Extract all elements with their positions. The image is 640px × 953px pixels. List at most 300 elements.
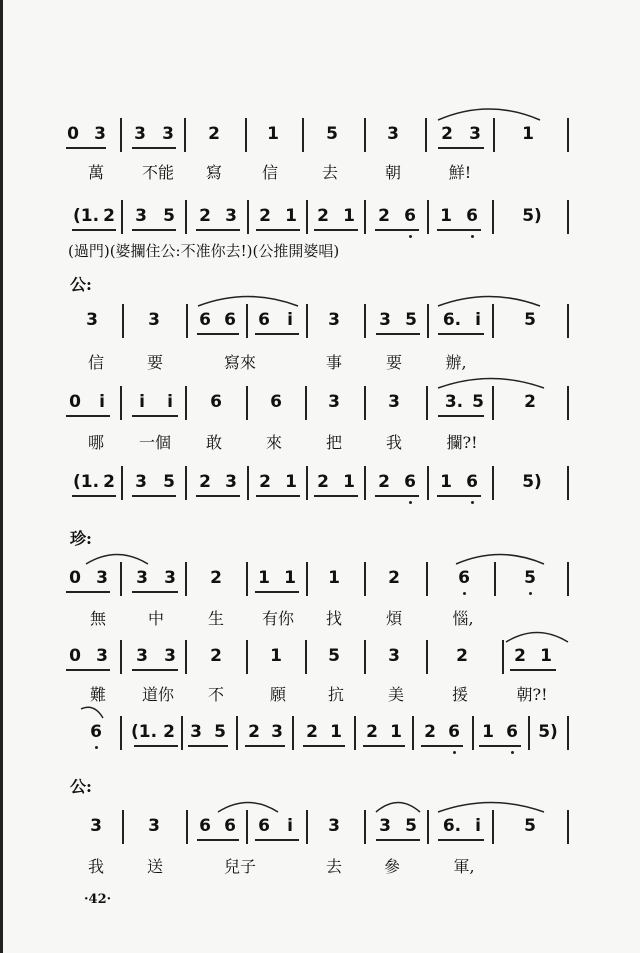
- barline: [247, 466, 249, 500]
- note: 5: [524, 310, 536, 330]
- barline: [246, 810, 248, 844]
- low-octave-dot: [511, 751, 514, 754]
- barline: [567, 386, 569, 420]
- barline: [427, 200, 429, 234]
- note: 1: [390, 722, 402, 742]
- underline: [375, 229, 419, 231]
- notation-line-8: [0, 716, 640, 750]
- page-number: ·42·: [84, 892, 112, 907]
- note: 3: [164, 646, 176, 666]
- note: (1.: [72, 472, 100, 492]
- lyric: 寫: [205, 163, 223, 182]
- low-octave-dot: [463, 592, 466, 595]
- barline: [306, 200, 308, 234]
- low-octave-dot: [453, 751, 456, 754]
- underline: [438, 147, 484, 149]
- note: 6: [210, 392, 222, 412]
- underline: [314, 495, 358, 497]
- barline: [567, 304, 569, 338]
- underline: [197, 839, 239, 841]
- barline: [567, 810, 569, 844]
- note: i: [139, 392, 145, 412]
- low-octave-dot: [471, 501, 474, 504]
- barline: [427, 810, 429, 844]
- barline: [425, 118, 427, 152]
- note: 3: [379, 310, 391, 330]
- note: 5): [522, 472, 542, 492]
- note: 3: [94, 124, 106, 144]
- barline: [236, 716, 238, 750]
- underline: [437, 495, 481, 497]
- underline: [376, 333, 420, 335]
- underline: [132, 415, 178, 417]
- lyric: 來: [265, 433, 283, 452]
- barline: [364, 200, 366, 234]
- note: 3: [90, 816, 102, 836]
- underline: [314, 229, 358, 231]
- note: 3: [148, 310, 160, 330]
- underline: [255, 333, 299, 335]
- notation-line-7: [0, 640, 640, 674]
- underline: [134, 745, 178, 747]
- speaker-label: 公:: [70, 275, 92, 294]
- lyric: 哪: [87, 433, 105, 452]
- slur: [374, 798, 422, 814]
- note: 6: [224, 310, 236, 330]
- lyric-line-9: [0, 854, 640, 878]
- note: 5: [472, 392, 484, 412]
- barline: [426, 562, 428, 596]
- barline: [121, 200, 123, 234]
- lyric: 去: [325, 857, 343, 876]
- slur: [436, 104, 542, 122]
- note: 1: [440, 472, 452, 492]
- barline: [492, 304, 494, 338]
- barline: [492, 810, 494, 844]
- note: 6: [258, 310, 270, 330]
- note: 2: [514, 646, 526, 666]
- barline: [247, 200, 249, 234]
- underline: [132, 591, 178, 593]
- barline: [567, 562, 569, 596]
- note: 1: [343, 206, 355, 226]
- note: i: [475, 816, 481, 836]
- barline: [120, 386, 122, 420]
- barline: [528, 716, 530, 750]
- underline: [66, 669, 110, 671]
- slur: [216, 798, 280, 814]
- note: 3: [135, 206, 147, 226]
- note: 3: [328, 310, 340, 330]
- note: 1: [285, 472, 297, 492]
- note: 1: [540, 646, 552, 666]
- lyric: 有你: [261, 609, 295, 628]
- lyric: 生: [207, 609, 225, 628]
- lyric: 美: [387, 685, 405, 704]
- note: 2: [208, 124, 220, 144]
- lyric: 辦,: [445, 353, 467, 372]
- underline: [72, 229, 116, 231]
- speaker-label: 珍:: [70, 529, 92, 548]
- note: 2: [317, 206, 329, 226]
- barline: [567, 200, 569, 234]
- lyric: 事: [325, 353, 343, 372]
- barline: [354, 716, 356, 750]
- barline: [567, 466, 569, 500]
- note: 6: [224, 816, 236, 836]
- barline: [567, 716, 569, 750]
- note: 2: [441, 124, 453, 144]
- tie-from-previous: [80, 706, 104, 720]
- note: 2: [163, 722, 175, 742]
- note: 2: [524, 392, 536, 412]
- note: 2: [306, 722, 318, 742]
- note: i: [99, 392, 105, 412]
- lyric: 去: [321, 163, 339, 182]
- barline: [120, 640, 122, 674]
- barline: [502, 640, 504, 674]
- barline: [306, 810, 308, 844]
- lyric: 敢: [205, 433, 223, 452]
- note: 3: [190, 722, 202, 742]
- underline: [256, 495, 300, 497]
- note: 2: [378, 472, 390, 492]
- note: 2: [259, 472, 271, 492]
- barline: [185, 640, 187, 674]
- notation-line-6: [0, 562, 640, 596]
- notation-line-5: [0, 466, 640, 500]
- lyric-line-6: [0, 606, 640, 630]
- note: 2: [210, 568, 222, 588]
- lyric: 送: [146, 857, 164, 876]
- speaker-label: 公:: [70, 777, 92, 796]
- low-octave-dot: [529, 592, 532, 595]
- note: 3: [96, 646, 108, 666]
- barline: [493, 118, 495, 152]
- lyric: 無: [89, 609, 107, 628]
- lyric: 找: [325, 609, 343, 628]
- note: 5: [328, 646, 340, 666]
- barline: [306, 466, 308, 500]
- underline: [256, 229, 300, 231]
- note: 2: [456, 646, 468, 666]
- note: 5: [405, 816, 417, 836]
- lyric: 道你: [141, 685, 175, 704]
- barline: [186, 304, 188, 338]
- note: 3: [388, 646, 400, 666]
- lyric: 我: [87, 857, 105, 876]
- low-octave-dot: [471, 235, 474, 238]
- note: 3: [379, 816, 391, 836]
- note: 3: [134, 124, 146, 144]
- note: 0: [69, 392, 81, 412]
- lyric: 願: [269, 685, 287, 704]
- barline: [492, 466, 494, 500]
- barline: [184, 118, 186, 152]
- underline: [188, 745, 228, 747]
- note: 2: [103, 206, 115, 226]
- note: 5): [538, 722, 558, 742]
- note: 3: [328, 392, 340, 412]
- note: 5: [405, 310, 417, 330]
- note: 5: [163, 206, 175, 226]
- lyric: 兒子: [223, 857, 257, 876]
- note: (1.: [72, 206, 100, 226]
- note: 2: [210, 646, 222, 666]
- note: 5: [214, 722, 226, 742]
- note: i: [475, 310, 481, 330]
- underline: [72, 495, 116, 497]
- underline: [245, 745, 285, 747]
- note: i: [167, 392, 173, 412]
- barline: [246, 640, 248, 674]
- note: 5: [326, 124, 338, 144]
- note: 1: [267, 124, 279, 144]
- barline: [427, 304, 429, 338]
- note: 2: [378, 206, 390, 226]
- barline: [306, 304, 308, 338]
- note: 1: [284, 568, 296, 588]
- note: 5): [522, 206, 542, 226]
- barline: [185, 466, 187, 500]
- lyric-line-1: [0, 160, 640, 184]
- note: 2: [199, 472, 211, 492]
- note: 6: [466, 472, 478, 492]
- barline: [120, 118, 122, 152]
- barline: [364, 304, 366, 338]
- barline: [426, 640, 428, 674]
- note: 1: [270, 646, 282, 666]
- note: 3: [148, 816, 160, 836]
- note: 6: [258, 816, 270, 836]
- lyric: 不: [207, 685, 225, 704]
- note: 6: [506, 722, 518, 742]
- note: i: [287, 310, 293, 330]
- note: 0: [67, 124, 79, 144]
- barline: [292, 716, 294, 750]
- note: 6: [199, 816, 211, 836]
- note: 1: [258, 568, 270, 588]
- note: 6.: [442, 816, 462, 836]
- slur: [436, 374, 546, 390]
- barline: [494, 562, 496, 596]
- underline: [66, 591, 110, 593]
- note: 3: [469, 124, 481, 144]
- barline: [306, 562, 308, 596]
- barline: [364, 810, 366, 844]
- note: 2: [317, 472, 329, 492]
- barline: [305, 386, 307, 420]
- note: 3: [388, 392, 400, 412]
- barline: [185, 562, 187, 596]
- barline: [492, 386, 494, 420]
- underline: [196, 229, 240, 231]
- lyric: 我: [385, 433, 403, 452]
- barline: [364, 562, 366, 596]
- underline: [66, 147, 106, 149]
- lyric: 朝?!: [516, 685, 548, 704]
- barline: [426, 386, 428, 420]
- note: 2: [388, 568, 400, 588]
- underline: [438, 333, 484, 335]
- barline: [492, 200, 494, 234]
- note: 1: [285, 206, 297, 226]
- slur: [436, 798, 546, 814]
- note: 2: [248, 722, 260, 742]
- note: 1: [522, 124, 534, 144]
- lyric: 信: [87, 353, 105, 372]
- note: 0: [69, 568, 81, 588]
- note: 3: [387, 124, 399, 144]
- note: 0: [69, 646, 81, 666]
- note: 3: [162, 124, 174, 144]
- lyric-line-4: [0, 430, 640, 454]
- note: 3: [136, 646, 148, 666]
- note: 5: [524, 816, 536, 836]
- lyric: 中: [147, 609, 165, 628]
- note: 1: [328, 568, 340, 588]
- note: 2: [103, 472, 115, 492]
- note: 6: [404, 206, 416, 226]
- barline: [364, 386, 366, 420]
- barline: [364, 118, 366, 152]
- slur: [504, 628, 570, 644]
- barline: [120, 562, 122, 596]
- lyric: 萬: [87, 163, 105, 182]
- lyric: 難: [89, 685, 107, 704]
- note: 3: [86, 310, 98, 330]
- lyric: 煩: [385, 609, 403, 628]
- barline: [120, 716, 122, 750]
- lyric: 惱,: [452, 609, 474, 628]
- note: 1: [343, 472, 355, 492]
- slur: [84, 550, 150, 566]
- low-octave-dot: [95, 746, 98, 749]
- note: 3: [271, 722, 283, 742]
- note: 6: [270, 392, 282, 412]
- note: 5: [524, 568, 536, 588]
- underline: [437, 229, 481, 231]
- note: 3: [164, 568, 176, 588]
- barline: [302, 118, 304, 152]
- underline: [363, 745, 405, 747]
- slur: [196, 292, 300, 308]
- barline: [412, 716, 414, 750]
- note: 6: [199, 310, 211, 330]
- lyric: 援: [451, 685, 469, 704]
- lyric: 鮮!: [448, 163, 472, 182]
- lyric: 要: [385, 353, 403, 372]
- underline: [376, 839, 420, 841]
- underline: [66, 415, 110, 417]
- note: 5: [163, 472, 175, 492]
- barline: [185, 200, 187, 234]
- underline: [132, 147, 176, 149]
- barline: [122, 810, 124, 844]
- underline: [132, 669, 178, 671]
- note: 2: [424, 722, 436, 742]
- underline: [303, 745, 345, 747]
- lyric: 一個: [138, 433, 172, 452]
- note: 2: [366, 722, 378, 742]
- note: 6: [458, 568, 470, 588]
- underline: [421, 745, 463, 747]
- notation-line-1: [0, 118, 640, 152]
- lyric-line-7: [0, 682, 640, 706]
- note: i: [287, 816, 293, 836]
- underline: [479, 745, 521, 747]
- underline: [196, 495, 240, 497]
- note: 6.: [442, 310, 462, 330]
- underline: [197, 333, 239, 335]
- note: 2: [199, 206, 211, 226]
- barline: [245, 118, 247, 152]
- note: 3: [225, 206, 237, 226]
- lyric-line-3: [0, 350, 640, 374]
- note: 3.: [444, 392, 464, 412]
- barline: [246, 562, 248, 596]
- lyric: 參: [383, 857, 401, 876]
- lyric: 要: [146, 353, 164, 372]
- note: 2: [259, 206, 271, 226]
- barline: [364, 466, 366, 500]
- barline: [121, 466, 123, 500]
- barline: [305, 640, 307, 674]
- notation-line-3: [0, 304, 640, 338]
- lyric: 寫來: [223, 353, 257, 372]
- notation-line-2: [0, 200, 640, 234]
- note: 3: [328, 816, 340, 836]
- note: 1: [440, 206, 452, 226]
- barline: [186, 810, 188, 844]
- barline: [567, 118, 569, 152]
- note: 1: [482, 722, 494, 742]
- low-octave-dot: [409, 235, 412, 238]
- barline: [472, 716, 474, 750]
- note: 6: [466, 206, 478, 226]
- note: (1.: [130, 722, 158, 742]
- notation-line-9: [0, 810, 640, 844]
- note: 6: [448, 722, 460, 742]
- note: 3: [225, 472, 237, 492]
- underline: [438, 839, 484, 841]
- underline: [132, 229, 176, 231]
- note: 3: [135, 472, 147, 492]
- lyric: 朝: [384, 163, 402, 182]
- barline: [246, 386, 248, 420]
- underline: [510, 669, 556, 671]
- underline: [255, 839, 299, 841]
- slur: [436, 292, 542, 308]
- barline: [185, 386, 187, 420]
- note: 3: [96, 568, 108, 588]
- barline: [122, 304, 124, 338]
- note: 1: [330, 722, 342, 742]
- lyric: 抗: [327, 685, 345, 704]
- notation-line-4: [0, 386, 640, 420]
- note: 6: [404, 472, 416, 492]
- note: 6: [90, 722, 102, 742]
- underline: [438, 415, 484, 417]
- underline: [375, 495, 419, 497]
- underline: [255, 591, 299, 593]
- barline: [427, 466, 429, 500]
- note: 3: [136, 568, 148, 588]
- lyric: 把: [325, 433, 343, 452]
- barline: [246, 304, 248, 338]
- lyric: 軍,: [453, 857, 475, 876]
- barline: [181, 716, 183, 750]
